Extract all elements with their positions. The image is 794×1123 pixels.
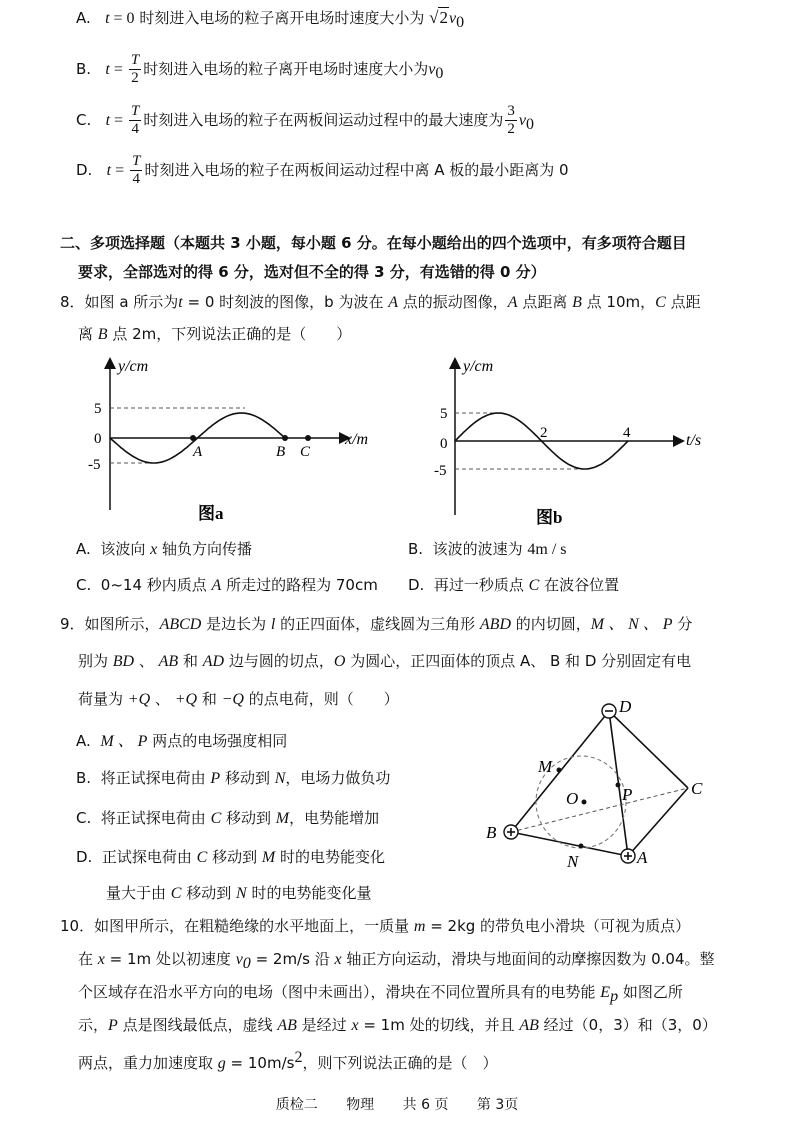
q10-stem-line2 [78,949,715,974]
text: 移动到 [220,769,275,787]
numerator: T [131,103,140,119]
var: AB [277,1017,297,1034]
text: 示， [78,1016,109,1034]
var-v: v [518,112,527,129]
point-a: A [388,294,398,311]
denominator: 2 [507,121,515,137]
text: = 10m/s [225,1054,295,1072]
numerator: T [130,52,140,68]
text: 边与圆的切点， [224,652,334,670]
point-a: A [211,577,222,594]
sub: 0 [456,14,465,31]
text: 量大于由 [106,884,171,902]
q7-option-d [76,153,569,188]
fraction [505,103,517,138]
option-label: C. [76,111,92,129]
q8-stem-line2 [78,324,351,345]
vertex-label-d: D [619,697,632,716]
var: x [97,951,105,968]
var: AB [158,653,179,670]
eq: = [109,61,127,78]
text: 为圆心，正四面体的顶点 A、 B 和 D 分别固定有电 [345,652,692,670]
text: 分 [672,615,693,633]
tick-label: 0 [94,431,102,447]
var: N [274,770,286,787]
text: 移动到 [207,848,262,866]
var: x [351,1017,359,1034]
option-text: 时刻进入电场的粒子在两板间运动过程中离 A 板的最小距离为 0 [144,161,569,179]
var: g [217,1055,226,1072]
text: 别为 [78,652,113,670]
text: 两点的电场强度相同 [147,732,288,750]
positive-charge-icon [621,849,635,863]
text: 正试探电荷由 [101,848,197,866]
fraction [129,103,141,138]
text: 离 [78,325,98,343]
page-footer [0,1094,794,1114]
text: 和 [178,652,203,670]
q8-stem-line1 [60,292,701,313]
text: 在 [78,950,98,968]
var-t: t [106,162,112,179]
tick-label: 5 [440,406,448,422]
text: 移动到 [221,809,276,827]
var-t: t [178,294,183,311]
eq: = [111,162,129,179]
figure-caption: 图a [198,504,224,523]
figure-a-wave-graph [80,355,380,535]
var: ABCD [159,616,202,633]
option-label: C. [76,576,92,594]
text: ，则下列说法正确的是（ ） [302,1054,498,1072]
text: = 2kg 的带负电小滑块（可视为质点） [425,917,691,935]
var-v: v [448,10,457,27]
text: 是经过 [296,1016,352,1034]
q10-stem-line5 [78,1048,497,1074]
q8-option-d [408,575,619,596]
text: ，电势能增加 [289,809,380,827]
option-label: D. [76,161,93,179]
charge: +Q [174,691,198,708]
var-x: x [150,541,158,558]
vertex-label-b: B [486,823,497,842]
point-c-dot [305,435,311,441]
edge-ac [628,788,688,856]
text: 点距离 [517,293,573,311]
point-b: B [97,326,108,343]
sub: p [610,988,619,1005]
var-t: t [105,112,111,129]
text: 点 10m， [581,293,656,311]
q8-option-c [76,575,378,596]
text: 经过（0，3）和（3，0） [538,1016,717,1034]
tick-label: 0 [440,436,448,452]
text: 的内切圆， [511,615,591,633]
sub: 0 [526,116,535,133]
vertex-label-a: A [637,848,648,867]
negative-charge-icon [602,704,616,718]
eq: = [110,112,128,129]
text: 个区域存在沿水平方向的电场（图中未画出），滑块在不同位置所具有的电势能 [78,983,601,1001]
var: N [236,885,247,902]
edge-bc-hidden [511,788,688,832]
option-label: A. [76,540,91,558]
text: 时的电势能变化量 [246,884,372,902]
text: 所走过的路程为 70cm [221,576,378,594]
question-number: 9． [60,615,85,633]
q9-option-d-cont [106,883,371,904]
footer-page-number: 第 3页 [476,1097,519,1113]
point-a: A [507,294,518,311]
section-heading-line1: 二、多项选择题（本题共 3 小题，每小题 6 分。在每小题给出的四个选项中，有多项符合题目 [60,234,687,252]
positive-charge-icon [504,825,518,839]
point-m-dot [557,768,562,773]
q7-option-c [76,103,534,138]
tick-label: 4 [623,425,631,441]
option-label: B. [76,769,92,787]
sqrt-arg: 2 [439,8,448,27]
numerator: 3 [507,103,515,119]
point-b-dot [282,435,288,441]
text: = 0 时刻波的图像，b 为波在 [182,293,389,311]
question-number: 10． [60,917,95,935]
footer-total-pages: 共 6 页 [402,1097,449,1113]
text: 点 2m，下列说法正确的是（ ） [107,325,352,343]
point-label: B [276,444,286,460]
text: 轴正方向运动，滑块与地面间的动摩擦因数为 0.04。整 [341,950,715,968]
figure-b-vibration-graph [430,355,730,535]
q8-option-b [408,539,567,560]
q10-stem-line1 [60,916,690,937]
text: 将正试探电荷由 [100,809,211,827]
q9-option-d [76,847,385,868]
text: 该波向 [100,540,151,558]
var: AD [202,653,225,670]
var: M [275,810,290,827]
text: = 1m 处以初速度 [104,950,236,968]
sub: 0 [435,65,444,82]
text: 如图所示， [84,615,160,633]
option-text: 时刻进入电场的粒子在两板间运动过程中的最大速度为 [143,111,504,129]
y-axis-label: y/cm [118,358,149,375]
point-p-dot [616,783,621,788]
var: M 、 P [100,733,148,750]
point-label-p: P [622,785,633,804]
text: 和 [197,690,222,708]
numerator: T [132,153,141,169]
var: P [210,770,221,787]
section-heading-line2: 要求，全部选对的得 6 分，选对但不全的得 3 分，有选错的得 0 分） [78,263,546,281]
point-b: B [572,294,582,311]
var: l [270,616,276,633]
var: C [196,849,208,866]
question-number: 8． [60,293,85,311]
text: = 1m 处的切线，并且 [358,1016,520,1034]
text: 时的电势能变化 [275,848,385,866]
point-c: C [655,294,666,311]
var-v: v [428,61,436,78]
text: 是边长为 [201,615,271,633]
var: M 、 N 、 P [590,616,673,633]
speed-value: 4m / s [527,541,567,558]
denominator: 4 [132,171,141,187]
t-axis-label: t/s [686,432,702,449]
var: v [235,951,243,968]
q9-stem-line2 [78,651,691,672]
q8-option-a [76,539,252,560]
var: O [333,653,346,670]
y-axis-label: y/cm [463,358,494,375]
q10-stem-line3 [78,982,683,1007]
text: 移动到 [181,884,236,902]
text: = 2m/s 沿 [250,950,335,968]
text: ，电场力做负功 [285,769,391,787]
sqrt-expression: √2 [429,8,448,27]
x-axis-label: x/m [345,431,369,448]
text: 点的振动图像， [398,293,508,311]
point-label: C [300,444,311,460]
q7-option-b [76,52,443,87]
option-label: A. [76,9,91,27]
option-label: A. [76,732,91,750]
q9-stem-line3 [78,689,399,710]
var-t: t [105,61,110,78]
var: m [413,918,426,935]
q9-stem-line1 [60,614,692,635]
text: 两点，重力加速度取 [78,1054,218,1072]
tick-label: -5 [434,463,447,479]
text: 如图乙所 [618,983,683,1001]
point-label-m: M [538,757,553,776]
footer-subject: 物理 [346,1097,375,1113]
figure-caption: 图b [536,508,563,527]
option-text: 时刻进入电场的粒子离开电场时速度大小为 [143,60,429,78]
var: AB [519,1017,539,1034]
point-o-dot [582,800,587,805]
edge-dc [609,711,688,788]
text: 如图甲所示，在粗糙绝缘的水平地面上，一质量 [94,917,414,935]
point-n-dot [579,844,584,849]
vertex-label-c: C [691,779,703,798]
text: 荷量为 [78,690,128,708]
text: 点距 [665,293,701,311]
var: E [600,984,611,1001]
option-label: D. [408,576,425,594]
text: 、 [134,652,159,670]
text: 再过一秒质点 [433,576,529,594]
point-c: C [528,577,540,594]
q9-option-b [76,768,390,789]
option-text: 时刻进入电场的粒子离开电场时速度大小为 [139,9,425,27]
point-label-n: N [567,852,579,871]
tick-label: 5 [94,401,102,417]
var: x [334,951,342,968]
q10-stem-line4 [78,1015,717,1036]
text: 0~14 秒内质点 [100,576,212,594]
text: 在波谷位置 [539,576,620,594]
var: BD [112,653,135,670]
q9-option-a [76,731,287,752]
text: 将正试探电荷由 [100,769,211,787]
option-label: D. [76,848,93,866]
var: C [170,885,182,902]
denominator: 2 [131,70,139,86]
option-label: B. [76,60,92,78]
tick-label: -5 [88,457,101,473]
q7-option-a [76,8,464,33]
fraction [129,52,141,87]
charge: +Q [127,691,151,708]
option-label: C. [76,809,92,827]
sub: 0 [242,955,251,972]
charge: −Q [221,691,244,708]
text: 点是图线最低点，虚线 [117,1016,278,1034]
point-label-o: O [566,789,579,808]
var: P [108,1017,118,1034]
text: 如图 a 所示为 [84,293,179,311]
option-label: B. [408,540,424,558]
denominator: 4 [131,121,139,137]
point-a-dot [190,435,196,441]
var: M [261,849,276,866]
footer-exam: 质检二 [275,1097,318,1113]
fraction [130,153,142,188]
text: 轴负方向传播 [157,540,252,558]
tick-label: 2 [540,425,548,441]
var: C [210,810,222,827]
point-label: A [193,444,203,460]
text: 该波的波速为 [432,540,528,558]
text: 的正四面体，虚线圆为三角形 [275,615,480,633]
eq: = 0 [109,10,135,27]
sup: 2 [294,1049,303,1066]
var-t: t [105,10,110,27]
tetrahedron-figure [478,692,728,872]
text: 、 [150,690,175,708]
text: 的点电荷，则（ ） [243,690,399,708]
q9-option-c [76,808,379,829]
var: ABD [479,616,511,633]
